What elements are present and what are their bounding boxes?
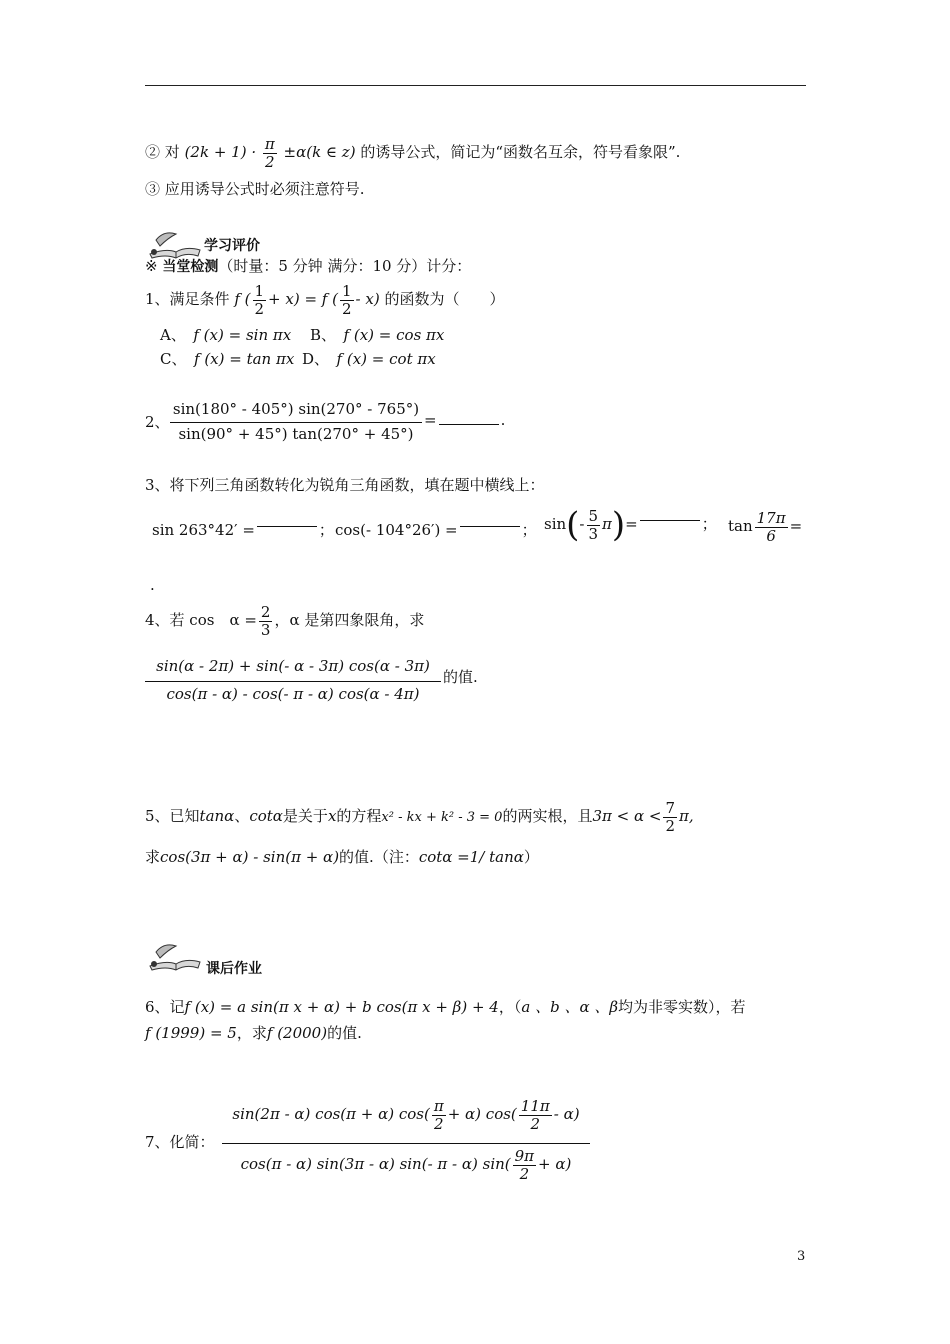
question-4: 4、若 cos α = $\frac{2}{3}$ ，α 是第四象限角，求 xyxy=(145,603,425,639)
question-6-line-2: f (1999) = 5，求f (2000)的值. xyxy=(145,1024,362,1042)
q2-label: 2、 xyxy=(145,413,170,431)
section-subtitle: ※ 当堂检测（时量：5 分钟 满分：10 分）计分： xyxy=(145,257,472,275)
answer-blank[interactable] xyxy=(460,526,520,527)
question-3: 3、将下列三角函数转化为锐角三角函数，填在题中横线上： xyxy=(145,476,545,494)
q7-fraction: sin(2π - α) cos(π + α) cos( $\frac{\pi}{2}$ + α) cos( $\frac{11\pi}{2}$ - α) cos(π - α) sin(3π - α) sin(- π - α) sin( $\frac{9\pi}{2}$ + α) xyxy=(222,1098,590,1190)
answer-blank[interactable] xyxy=(257,526,317,527)
section-title-evaluation: 学习评价 xyxy=(204,238,260,254)
q1-option-a: A、 f (x) = sin πx xyxy=(160,326,292,344)
page-number: 3 xyxy=(797,1249,806,1264)
question-1: 1、满足条件 f ( $\frac{1}{2}$ + x) = f ( $\frac{1}{2}$ - x) 的函数为（ ） xyxy=(145,282,505,318)
intro-item-3: ③ 应用诱导公式时必须注意符号. xyxy=(145,180,365,198)
question-6: 6、记f (x) = a sin(π x + α) + b cos(π x + β) + 4，（a 、b 、α 、β均为非零实数），若 xyxy=(145,998,746,1016)
section-title-homework: 课后作业 xyxy=(206,961,262,977)
q3-expr-1: sin 263°42′ = ； xyxy=(152,521,334,539)
question-5-line-2: 求cos(3π + α) - sin(π + α)的值.（注：cotα =1/ tanα） xyxy=(145,848,539,866)
pi-over-2-fraction: $\frac{\pi}{2}$ xyxy=(264,135,275,171)
q3-end-dot: . xyxy=(150,576,155,594)
q2-answer: = . xyxy=(424,411,506,429)
q2-fraction: sin(180° - 405°) sin(270° - 765°) sin(90° + 45°) tan(270° + 45°) xyxy=(170,400,422,446)
intro-item-2: ② 对 (2k + 1) · $\frac{\pi}{2}$ ±α(k ∈ z) 的诱导公式，简记为“函数名互余，符号看象限”. xyxy=(145,135,681,171)
header-rule xyxy=(145,85,806,86)
q3-expr-2: cos(- 104°26′) = ； xyxy=(335,521,537,539)
half-fraction: $\frac{1}{2}$ xyxy=(254,282,265,318)
answer-blank[interactable] xyxy=(439,424,499,425)
answer-blank[interactable] xyxy=(640,520,700,521)
q3-expr-3: sin(- $\frac{5}{3}$ π)= ； xyxy=(544,505,717,545)
q7-label: 7、化简： xyxy=(145,1133,215,1151)
q1-option-c: C、 f (x) = tan πx xyxy=(160,350,295,368)
q4-tail: 的值. xyxy=(443,668,478,686)
q1-option-b: B、 f (x) = cos πx xyxy=(310,326,445,344)
q4-fraction: sin(α - 2π) + sin(- α - 3π) cos(α - 3π) cos(π - α) - cos(- π - α) cos(α - 4π) xyxy=(145,657,441,705)
half-fraction: $\frac{1}{2}$ xyxy=(341,282,352,318)
book-reading-icon xyxy=(146,940,204,972)
question-5: 5、已知tanα、cotα是关于x的方程x² - kx + k² - 3 = 0的两实根，且3π < α < $\frac{7}{2}$ π, xyxy=(145,799,694,835)
q1-option-d: D、 f (x) = cot πx xyxy=(302,350,436,368)
q3-expr-4: tan $\frac{17\pi}{6}$ = xyxy=(728,509,803,545)
